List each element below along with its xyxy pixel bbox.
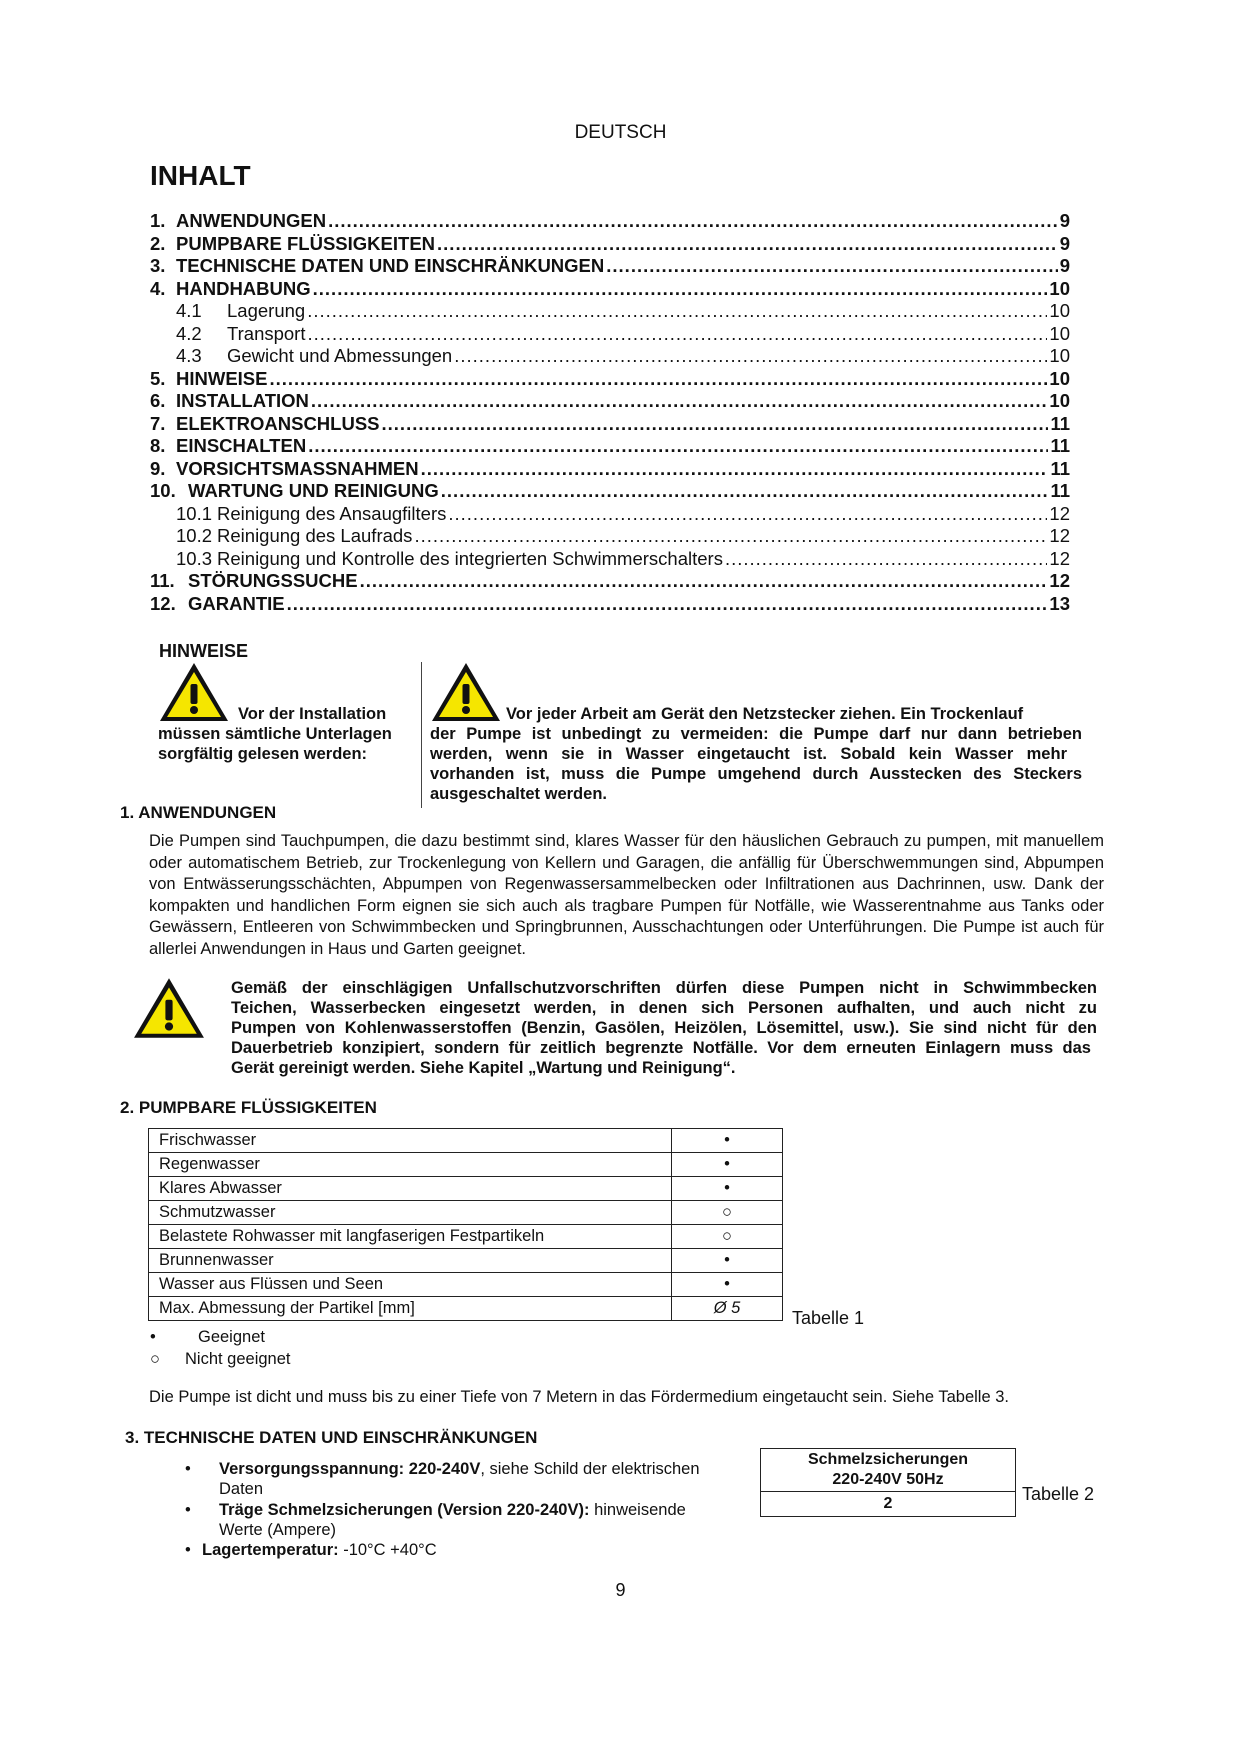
legend-symbol: • xyxy=(150,1328,156,1346)
hinweise-heading: HINWEISE xyxy=(159,641,249,661)
page-number: 9 xyxy=(615,1580,626,1600)
warning-text-line: müssen sämtliche Unterlagen xyxy=(158,725,392,743)
section-note: Die Pumpe ist dicht und muss bis zu einer Tiefe von 7 Metern in das Fördermedium eingetaucht sein. Siehe Tabelle 3. xyxy=(149,1388,1009,1406)
table-cell-label: Brunnenwasser xyxy=(149,1249,672,1273)
bullet-text: Träge Schmelzsicherungen (Version 220-240V): hinweisende xyxy=(219,1501,686,1519)
toc-subentry[interactable]: 4.1 Lagerung ..... 10 xyxy=(150,300,1070,323)
section-heading: 3. TECHNISCHE DATEN UND EINSCHRÄNKUNGEN xyxy=(125,1428,538,1447)
table-row xyxy=(149,1273,783,1297)
toc-subentry[interactable]: 10.1 Reinigung des Ansaugfilters ..... 12 xyxy=(150,503,1070,526)
toc-subentry[interactable]: 10.3 Reinigung und Kontrolle des integrierten Schwimmerschalters ..... 12 xyxy=(150,548,1070,571)
bullet-icon: • xyxy=(185,1460,191,1478)
toc-entry[interactable]: 12. GARANTIE ..... 13 xyxy=(150,593,1070,616)
table-cell-mark: • xyxy=(672,1249,783,1273)
table-cell-mark: • xyxy=(672,1129,783,1153)
table-row xyxy=(149,1249,783,1273)
table-cell-label: Regenwasser xyxy=(149,1153,672,1177)
table-row xyxy=(149,1177,783,1201)
warning-text-line: Gerät gereinigt werden. Siehe Kapitel „Wartung und Reinigung“. xyxy=(231,1059,736,1077)
table-cell-mark: • xyxy=(672,1177,783,1201)
table-cell-mark: ○ xyxy=(672,1225,783,1249)
bullet-text: Versorgungsspannung: 220-240V, siehe Schild der elektrischen xyxy=(219,1460,700,1478)
toc-entry[interactable]: 9. VORSICHTSMASSNAHMEN ..... 11 xyxy=(150,458,1070,481)
toc-entry[interactable]: 6. INSTALLATION ..... 10 xyxy=(150,390,1070,413)
table-cell-mark: • xyxy=(672,1153,783,1177)
table-cell-label: Schmutzwasser xyxy=(149,1201,672,1225)
toc-subentry[interactable]: 10.2 Reinigung des Laufrads ..... 12 xyxy=(150,525,1070,548)
toc-entry[interactable]: 10. WARTUNG UND REINIGUNG ..... 11 xyxy=(150,480,1070,503)
table-cell-label: Frischwasser xyxy=(149,1129,672,1153)
divider-line xyxy=(421,662,422,808)
toc-subentry[interactable]: 4.3 Gewicht und Abmessungen ..... 10 xyxy=(150,345,1070,368)
table-row xyxy=(761,1449,1016,1492)
bullet-text-cont: Werte (Ampere) xyxy=(219,1521,337,1539)
bullet-icon: • xyxy=(185,1501,191,1519)
warning-text-line: Vor jeder Arbeit am Gerät den Netzstecker ziehen. Ein Trockenlauf xyxy=(506,705,1024,723)
table-cell-label: Max. Abmessung der Partikel [mm] xyxy=(149,1297,672,1321)
table-cell-mark: • xyxy=(672,1273,783,1297)
toc-entry[interactable]: 2. PUMPBARE FLÜSSIGKEITEN ..... 9 xyxy=(150,233,1070,256)
warning-text-line: Vor der Installation xyxy=(238,705,387,723)
fuse-table xyxy=(760,1448,1016,1517)
warning-text-line: vorhanden ist, muss die Pumpe umgehend durch Ausstecken des Steckers xyxy=(430,765,1082,783)
toc-entry[interactable]: 4. HANDHABUNG ..... 10 xyxy=(150,278,1070,301)
table-cell-mark: Ø 5 xyxy=(672,1297,783,1321)
fuse-value: 2 xyxy=(761,1492,1016,1517)
table-row xyxy=(149,1297,783,1321)
table-of-contents xyxy=(150,210,1070,615)
table-row xyxy=(149,1225,783,1249)
table-row xyxy=(149,1201,783,1225)
toc-entry[interactable]: 11. STÖRUNGSSUCHE ..... 12 xyxy=(150,570,1070,593)
toc-entry[interactable]: 5. HINWEISE ..... 10 xyxy=(150,368,1070,391)
section-heading: 1. ANWENDUNGEN xyxy=(120,803,277,822)
legend-text: Geeignet xyxy=(198,1328,265,1346)
warning-text-line: sorgfältig gelesen werden: xyxy=(158,745,368,763)
warning-icon xyxy=(132,975,206,1041)
warning-text-line: ausgeschaltet werden. xyxy=(430,785,607,803)
table-cell-mark: ○ xyxy=(672,1201,783,1225)
section-heading: 2. PUMPBARE FLÜSSIGKEITEN xyxy=(120,1098,377,1117)
bullet-text: Lagertemperatur: -10°C +40°C xyxy=(202,1541,437,1559)
section-paragraph: Die Pumpen sind Tauchpumpen, die dazu bestimmt sind, klares Wasser für den häuslichen Gebrauch zu pumpen, mit manuellem oder automatischem Betrieb, zur Trockenlegung von Kellern und Garagen, die anfällig für Überschwemmungen sind, Abpumpen von Entwässerungsschächten, Abpumpen von Regenwassersammelbecken oder Infiltrationen aus Dachrinnen, usw. Dank der kompakten und handlichen Form eignen sie sich auch als tragbare Pumpen für Notfälle, wie Wasserentnahme aus Tanks oder Gewässern, Entleeren von Schwimmbecken und Springbrunnen, Ausschachtungen oder Unterführungen. Die Pumpe ist auch für allerlei Anwendungen in Haus und Garten geeignet. xyxy=(149,832,1104,958)
warning-icon xyxy=(158,660,230,724)
warning-text-line: Gemäß der einschlägigen Unfallschutzvorschriften dürfen diese Pumpen nicht in Schwimmbecken xyxy=(231,979,1097,997)
warning-icon xyxy=(430,660,502,724)
warning-text-line: Teichen, Wasserbecken eingesetzt werden, in denen sich Personen aufhalten, und auch nicht zu xyxy=(231,999,1097,1017)
table-cell-label: Wasser aus Flüssen und Seen xyxy=(149,1273,672,1297)
warning-text-line: werden, wenn sie in Wasser eingetaucht ist. Sobald kein Wasser mehr xyxy=(430,745,1067,763)
table-cell-label: Klares Abwasser xyxy=(149,1177,672,1201)
table-caption: Tabelle 1 xyxy=(792,1308,865,1328)
toc-entry[interactable]: 3. TECHNISCHE DATEN UND EINSCHRÄNKUNGEN ..... 9 xyxy=(150,255,1070,278)
page-title: INHALT xyxy=(150,160,251,191)
legend-symbol: ○ xyxy=(150,1350,160,1368)
warning-text-line: Dauerbetrieb konzipiert, sondern für zeitlich begrenzte Notfälle. Vor dem erneuten Einlagern muss das xyxy=(231,1039,1091,1057)
bullet-icon: • xyxy=(185,1541,191,1559)
toc-subentry[interactable]: 4.2 Transport ..... 10 xyxy=(150,323,1070,346)
table-cell-label: Belastete Rohwasser mit langfaserigen Festpartikeln xyxy=(149,1225,672,1249)
toc-entry[interactable]: 1. ANWENDUNGEN ..... 9 xyxy=(150,210,1070,233)
fuse-header: Schmelzsicherungen 220-240V 50Hz xyxy=(761,1449,1016,1492)
warning-text-line: der Pumpe ist unbedingt zu vermeiden: die Pumpe darf nur dann betrieben xyxy=(430,725,1082,743)
table-caption: Tabelle 2 xyxy=(1022,1484,1095,1504)
warning-text-line: Pumpen von Kohlenwasserstoffen (Benzin, Gasölen, Heizölen, Lösemittel, usw.). Sie sind nicht für den xyxy=(231,1019,1097,1037)
table-row xyxy=(149,1153,783,1177)
table-row xyxy=(149,1129,783,1153)
legend-text: Nicht geeignet xyxy=(185,1350,291,1368)
language-label: DEUTSCH xyxy=(574,122,667,143)
liquids-table xyxy=(148,1128,783,1321)
bullet-text-cont: Daten xyxy=(219,1480,264,1498)
toc-entry[interactable]: 8. EINSCHALTEN ..... 11 xyxy=(150,435,1070,458)
table-row xyxy=(761,1492,1016,1517)
toc-entry[interactable]: 7. ELEKTROANSCHLUSS ..... 11 xyxy=(150,413,1070,436)
